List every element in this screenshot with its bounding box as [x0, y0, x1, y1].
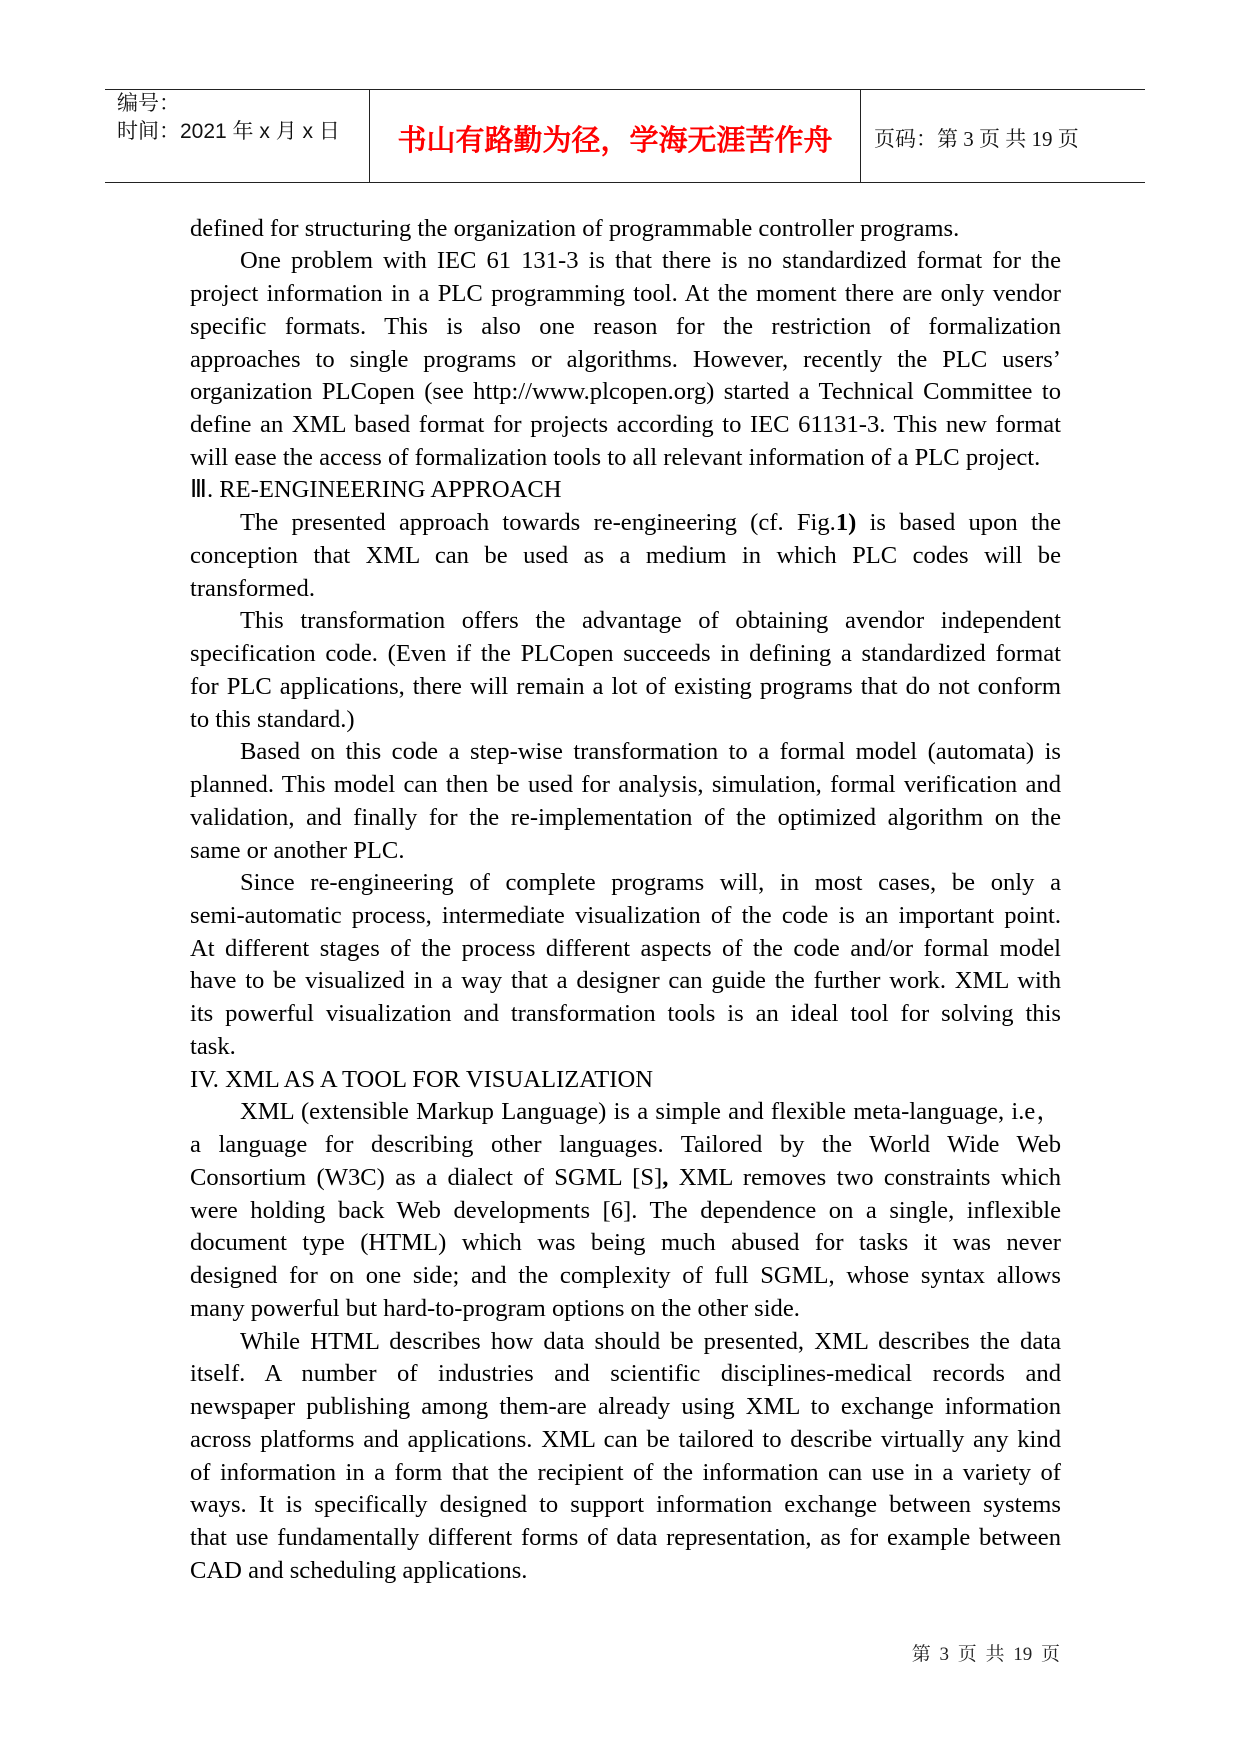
header-page-cell [861, 90, 1145, 182]
text-line [190, 507, 1061, 540]
text-line [190, 1162, 1061, 1195]
footer-page-number: 第 3 页 共 19 页 [911, 1644, 1060, 1665]
paragraph [190, 605, 1061, 736]
motto-text: 书山有路勤为径，学海无涯苦作舟 [397, 122, 833, 157]
paragraph [190, 736, 1061, 867]
text-line: validation, and finally for the re-implementation of the optimized algorithm on the [190, 803, 1061, 831]
text-segment: is based upon the [856, 509, 1061, 537]
text-line: One problem with IEC 61 131-3 is that there is no standardized format for the [240, 247, 1061, 275]
text-line: have to be visualized in a way that a designer can guide the further work. XML with [190, 967, 1061, 995]
text-line: across platforms and applications. XML can be tailored to describe virtually any kind [190, 1425, 1061, 1453]
text-line: newspaper publishing among them-are already using XML to exchange information [190, 1393, 1061, 1421]
date-label: 时间：2021 年 x 月 x 日 [117, 120, 340, 143]
text-line: ways. It is specifically designed to support information exchange between systems [190, 1491, 1061, 1519]
paragraph [190, 507, 1061, 605]
text-line: were holding back Web developments [6]. The dependence on a single, inflexible [190, 1196, 1061, 1224]
text-line: This transformation offers the advantage of obtaining avendor independent [240, 607, 1061, 635]
text-line: project information in a PLC programming tool. At the moment there are only vendor [190, 280, 1061, 308]
paragraph [190, 1326, 1061, 1588]
header-info-cell [105, 90, 370, 182]
text-line: approaches to single programs or algorithms. However, recently the PLC users’ [190, 345, 1061, 373]
section-heading: Ⅲ. RE-ENGINEERING APPROACH [190, 476, 562, 504]
text-line: defined for structuring the organization of programmable controller programs. [190, 214, 960, 242]
paragraph [190, 867, 1061, 1063]
text-line: for PLC applications, there will remain a lot of existing programs that do not conform [190, 672, 1061, 700]
text-line: Since re-engineering of complete programs will, in most cases, be only a [240, 869, 1061, 897]
text-line: transformed. [190, 574, 315, 602]
text-line: designed for on one side; and the complexity of full SGML, whose syntax allows [190, 1262, 1061, 1290]
text-line: a language for describing other languages. Tailored by the World Wide Web [190, 1131, 1061, 1159]
document-body [190, 213, 1061, 1588]
text-line: Based on this code a step-wise transformation to a formal model (automata) is [240, 738, 1061, 766]
paragraph [190, 245, 1061, 474]
document-header [105, 89, 1145, 183]
text-line: organization PLCopen (see http://www.plcopen.org) started a Technical Committee to [190, 378, 1061, 406]
text-line: its powerful visualization and transformation tools is an ideal tool for solving this [190, 1000, 1061, 1028]
text-segment: Consortium (W3C) as a dialect of SGML [S] [190, 1163, 663, 1191]
text-line: XML (extensible Markup Language) is a simple and flexible meta-language, i.e， [240, 1098, 1061, 1126]
text-line: specific formats. This is also one reason for the restriction of formalization [190, 312, 1061, 340]
text-line: planned. This model can then be used for analysis, simulation, formal verification and [190, 771, 1061, 799]
text-line: conception that XML can be used as a medium in which PLC codes will be [190, 541, 1061, 569]
text-line: of information in a form that the recipient of the information can use in a variety of [190, 1458, 1061, 1486]
paragraph [190, 1096, 1061, 1325]
text-line: to this standard.) [190, 705, 355, 733]
text-line: specification code. (Even if the PLCopen succeeds in defining a standardized format [190, 640, 1061, 668]
serial-number-label: 编号： [117, 92, 180, 115]
text-line: While HTML describes how data should be presented, XML describes the data [240, 1327, 1061, 1355]
text-line: that use fundamentally different forms of data representation, as for example between [190, 1523, 1061, 1551]
text-segment: XML removes two constraints which [668, 1163, 1061, 1191]
text-line: will ease the access of formalization tools to all relevant information of a PLC project. [190, 443, 1041, 471]
section-heading: IV. XML AS A TOOL FOR VISUALIZATION [190, 1065, 654, 1093]
page-footer [912, 1643, 1060, 1667]
bold-text: 1) [835, 509, 857, 537]
text-line: task. [190, 1032, 236, 1060]
text-segment: The presented approach towards re-engineering (cf. Fig. [240, 509, 836, 537]
paragraph [190, 213, 1061, 246]
text-line: itself. A number of industries and scientific disciplines-medical records and [190, 1360, 1061, 1388]
page-indicator: 页码：第 3 页 共 19 页 [874, 127, 1079, 151]
text-line: semi-automatic process, intermediate visualization of the code is an important point. [190, 902, 1061, 930]
bold-text: , [662, 1163, 669, 1191]
text-line: same or another PLC. [190, 836, 405, 864]
text-line: define an XML based format for projects according to IEC 61131-3. This new format [190, 411, 1061, 438]
text-line: At different stages of the process different aspects of the code and/or formal model [190, 934, 1061, 962]
text-line: many powerful but hard-to-program options on the other side. [190, 1294, 800, 1322]
text-line: document type (HTML) which was being much abused for tasks it was never [190, 1229, 1061, 1257]
header-motto-cell [370, 90, 861, 182]
text-line: CAD and scheduling applications. [190, 1556, 528, 1584]
